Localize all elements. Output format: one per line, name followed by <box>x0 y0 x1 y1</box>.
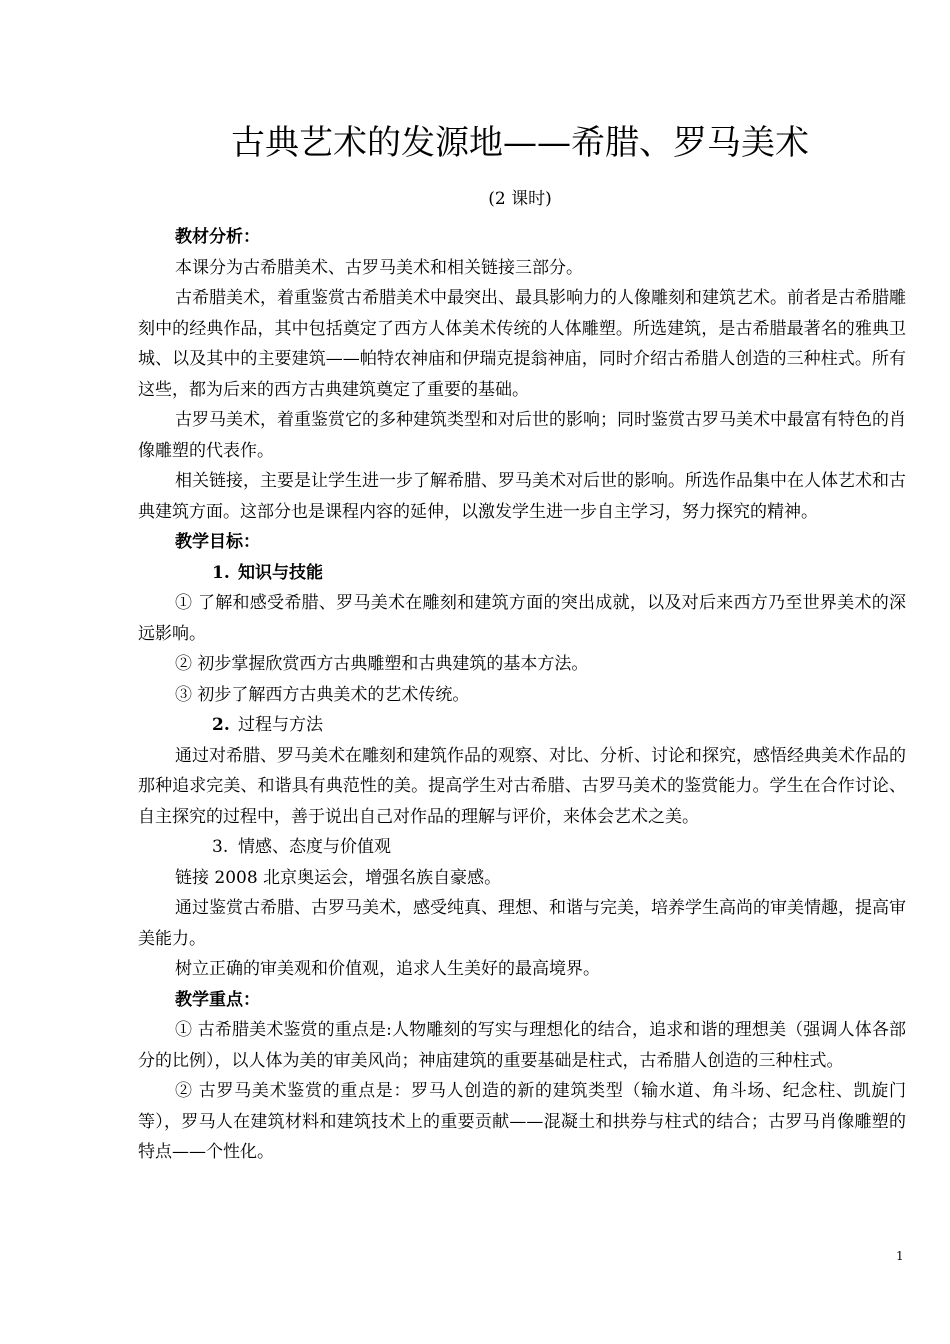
list-number: 3. <box>212 837 229 857</box>
list-label: 知识与技能 <box>238 562 323 583</box>
document-body <box>138 222 906 1168</box>
paragraph: 本课分为古希腊美术、古罗马美术和相关链接三部分。 <box>175 257 583 278</box>
document-title: 古典艺术的发源地——希腊、罗马美术 <box>231 123 809 163</box>
list-number: 1. <box>212 562 230 583</box>
paragraph: 通过对希腊、罗马美术在雕刻和建筑作品的观察、对比、分析、讨论和探究，感悟经典美术作品的那种追求完美、和谐具有典范性的美。提高学生对古希腊、古罗马美术的鉴赏能力。学生在合作讨论、自主探究的过程中，善于说出自己对作品的理解与评价，来体会艺术之美。 <box>138 745 906 827</box>
list-item: 树立正确的审美观和价值观，追求人生美好的最高境界。 <box>175 959 600 979</box>
section-heading-key-points: 教学重点： <box>175 989 260 1010</box>
section-heading-goals: 教学目标： <box>175 532 260 552</box>
list-item: ① 了解和感受希腊、罗马美术在雕刻和建筑方面的突出成就，以及对后来西方乃至世界美术的深远影响。 <box>138 593 906 644</box>
list-label: 过程与方法 <box>238 715 323 735</box>
section-heading-analysis: 教材分析： <box>175 227 260 247</box>
paragraph: 古罗马美术，着重鉴赏它的多种建筑类型和对后世的影响；同时鉴赏古罗马美术中最富有特色的肖像雕塑的代表作。 <box>138 410 906 461</box>
list-item: 链接 2008 北京奥运会，增强名族自豪感。 <box>175 867 502 888</box>
list-label: 情感、态度与价值观 <box>238 837 391 857</box>
paragraph: 相关链接，主要是让学生进一步了解希腊、罗马美术对后世的影响。所选作品集中在人体艺术和古典建筑方面。这部分也是课程内容的延伸，以激发学生进一步自主学习，努力探究的精神。 <box>138 471 906 522</box>
list-item: ① 古希腊美术鉴赏的重点是:人物雕刻的写实与理想化的结合，追求和谐的理想美（强调人体各部分的比例），以人体为美的审美风尚；神庙建筑的重要基础是柱式，古希腊人创造的三种柱式。 <box>138 1020 906 1071</box>
goal-subheading-3 <box>138 832 906 863</box>
list-item: 通过鉴赏古希腊、古罗马美术，感受纯真、理想、和谐与完美，培养学生高尚的审美情趣，提高审美能力。 <box>138 898 906 949</box>
goal-subheading-2 <box>138 710 906 741</box>
list-item: ③ 初步了解西方古典美术的艺术传统。 <box>175 684 470 705</box>
list-item: ② 初步掌握欣赏西方古典雕塑和古典建筑的基本方法。 <box>175 654 589 674</box>
paragraph: 古希腊美术，着重鉴赏古希腊美术中最突出、最具影响力的人像雕刻和建筑艺术。前者是古希腊雕刻中的经典作品，其中包括奠定了西方人体美术传统的人体雕塑。所选建筑，是古希腊最著名的雅典卫城、以及其中的主要建筑——帕特农神庙和伊瑞克提翁神庙，同时介绍古希腊人创造的三种柱式。所有这些，都为后来的西方古典建筑奠定了重要的基础。 <box>138 288 906 400</box>
list-number: 2. <box>212 715 230 735</box>
goal-subheading-1 <box>138 558 906 589</box>
document-subtitle: (2 课时) <box>488 189 552 209</box>
page-number: 1 <box>896 1249 904 1263</box>
list-item: ② 古罗马美术鉴赏的重点是：罗马人创造的新的建筑类型（输水道、角斗场、纪念柱、凯旋门等），罗马人在建筑材料和建筑技术上的重要贡献——混凝土和拱券与柱式的结合；古罗马肖像雕塑的特点——个性化。 <box>138 1081 906 1162</box>
